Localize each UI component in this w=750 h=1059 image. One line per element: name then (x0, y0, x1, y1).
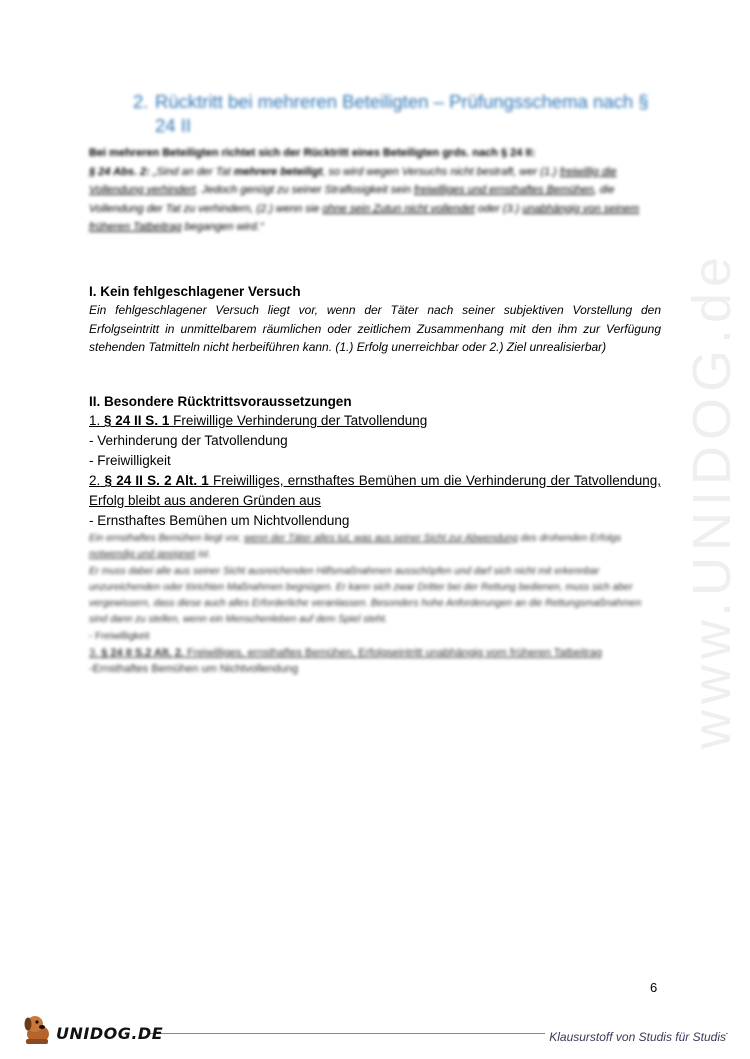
logo-text: UNIDOG.DE (56, 1024, 164, 1043)
section-title: I. Kein fehlgeschlagener Versuch (89, 284, 301, 299)
heading-title: Rücktritt bei mehreren Beteiligten – Prüfungsschema nach § 24 II (155, 91, 649, 136)
blurred-list-item-3: 3. § 24 II S.2 Alt. 2. Freiwilliges, ernsthaftes Bemühen, Erfolgseintritt unabhängig vom früheren Tatbeitrag (89, 647, 603, 660)
list-item-2: 2. § 24 II S. 2 Alt. 1 Freiwilliges, ernsthaftes Bemühen um die Verhinderung der Tatvollendung, Erfolg bleibt aus anderen Gründen aus (89, 473, 661, 508)
watermark: www.UNIDOG.de (682, 250, 742, 750)
page-number: 6 (650, 980, 658, 995)
footer-tagline: Klausurstoff von Studis für Studis (545, 1030, 726, 1044)
intro-line: Bei mehreren Beteiligten richtet sich der Rücktritt eines Beteiligten grds. nach § 24 II: (89, 147, 536, 159)
unidog-logo (22, 1012, 164, 1046)
blurred-content (89, 531, 661, 678)
heading-number: 2. (133, 91, 149, 112)
blurred-paragraph: -Ernsthaftes Bemühen um Nichtvollendung (89, 663, 299, 676)
definition-text: Ein fehlgeschlagener Versuch liegt vor, wenn der Täter nach seiner subjektiven Vorstellung den Erfolgseintritt in unmittelbarem räumlichen oder zeitlichem Zusammenhang mit den ihm zur Verfügung stehenden Tatmitteln nicht herbeiführen kann. (1.) Erfolg unerreichbar oder 2.) Ziel unrealisierbar) (89, 303, 661, 354)
intro-paragraph (89, 144, 661, 237)
list-item-1: 1. § 24 II S. 1 Freiwillige Verhinderung der Tatvollendung (89, 413, 428, 428)
section-heading (133, 90, 668, 138)
section-no-failed-attempt (89, 282, 661, 357)
statute-quote: § 24 Abs. 2: „Sind an der Tat mehrere beteiligt, so wird wegen Versuchs nicht bestraft, wer (1.) freiwillig die Vollendung verhindert. Jedoch genügt zu seiner Straflosigkeit sein freiwilliges und ernsthaftes Bemühen, die Vollendung der Tat zu verhindern, (2.) wenn sie ohne sein Zutun nicht vollendet oder (3.) unabhängig von seinem früheren Tatbeitrag begangen wird.“ (89, 165, 640, 233)
section-special-requirements (89, 392, 661, 531)
blurred-paragraph: Er muss dabei alle aus seiner Sicht ausreichenden Hilfsmaßnahmen ausschöpfen und darf sich nicht mit erkennbar unzureichenden oder törichten Maßnahmen begnügen. Er kann sich zwar Dritter bei der Rettung bedienen, muss sich aber vergewissern, dass diese auch alles Erforderliche veranlassen. Besonders hohe Anforderungen an die Rettungsmaßnahmen sind dann zu stellen, wenn ein Menschenleben auf dem Spiel steht. (89, 565, 642, 626)
list-subitem: - Verhinderung der Tatvollendung (89, 433, 288, 448)
dog-icon (22, 1012, 58, 1046)
list-subitem: - Freiwilligkeit (89, 453, 171, 468)
list-subitem: - Ernsthaftes Bemühen um Nichtvollendung (89, 513, 350, 528)
blurred-paragraph: - Freiwilligkeit (89, 630, 150, 642)
blurred-paragraph: Ein ernsthaftes Bemühen liegt vor, wenn der Täter alles tut, was aus seiner Sicht zur Abwendung des drohenden Erfolgs notwendig und geeignet ist. (89, 533, 622, 561)
section-title: II. Besondere Rücktrittsvoraussetzungen (89, 394, 352, 409)
